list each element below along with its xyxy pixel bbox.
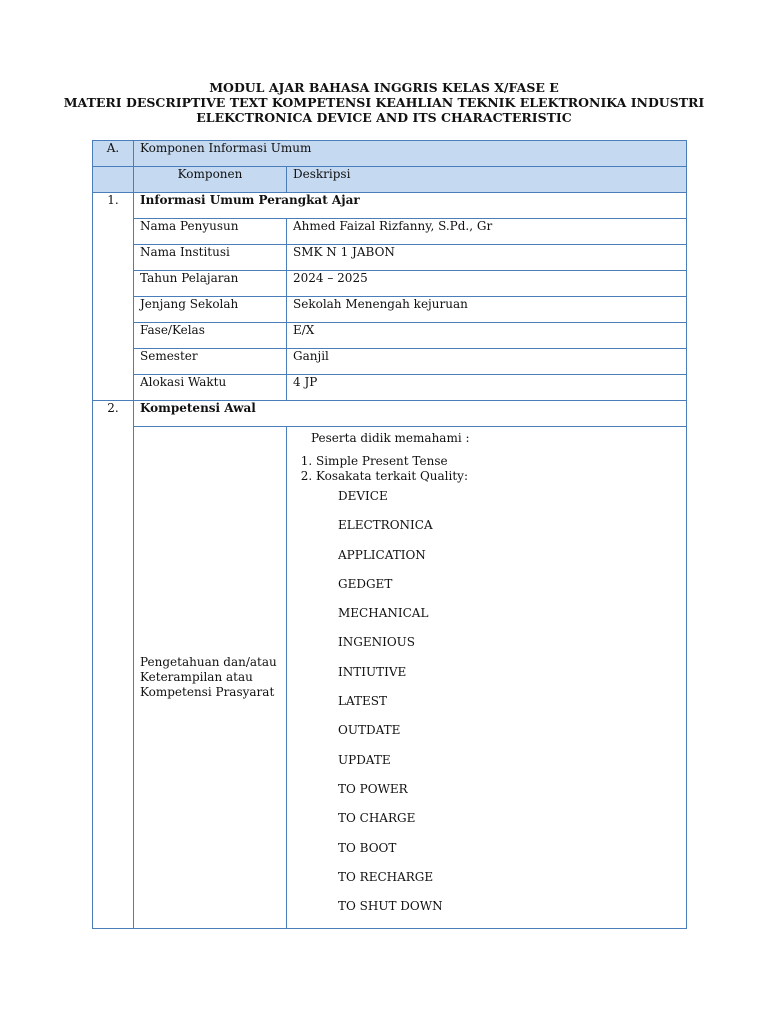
bullet-icon [321,782,338,783]
row-value: 4 JP [287,375,687,401]
list-item: 1. Simple Present Tense [316,454,680,469]
vocab-word: TO POWER [338,781,408,796]
header-line-3: ELEKCTRONICA DEVICE AND ITS CHARACTERISTIC [196,110,572,125]
numbered-list [293,454,680,484]
header-line-1: MODUL AJAR BAHASA INGGRIS KELAS X/FASE E [209,80,559,95]
row-value: Ahmed Faizal Rizfanny, S.Pd., Gr [287,219,687,245]
bullet-icon [321,577,338,578]
info-table [92,140,687,929]
row-label: Semester [134,349,287,375]
bullet-icon [321,694,338,695]
vocab-word: TO RECHARGE [338,869,434,884]
bullet-icon [321,723,338,724]
table-row [93,271,687,297]
bullet-icon [321,753,338,754]
vocab-word: UPDATE [338,752,391,767]
row-value: Sekolah Menengah kejuruan [287,297,687,323]
list-item: 2. Kosakata terkait Quality: [316,469,680,484]
vocab-item [321,753,680,782]
bullet-icon [321,841,338,842]
row-value: 2024 – 2025 [287,271,687,297]
vocab-item [321,518,680,547]
row-value: E/X [287,323,687,349]
document-header [0,80,768,125]
vocab-word: TO SHUT DOWN [338,899,443,914]
vocab-item [321,665,680,694]
vocab-item [321,489,680,518]
row-label: Tahun Pelajaran [134,271,287,297]
bullet-icon [321,811,338,812]
column-header-row [93,167,687,193]
row-value: Ganjil [287,349,687,375]
table-row [93,297,687,323]
header-line-2: MATERI DESCRIPTIVE TEXT KOMPETENSI KEAHLIAN TEKNIK ELEKTRONIKA INDUSTRI [63,95,705,110]
section-1-title: Informasi Umum Perangkat Ajar [134,193,687,219]
bullet-icon [321,518,338,519]
vocab-item [321,782,680,811]
vocab-word: INGENIOUS [338,635,415,650]
section-a-number: A. [93,141,134,167]
bullet-icon [321,489,338,490]
vocab-word: DEVICE [338,489,388,503]
vocab-word: GEDGET [338,576,393,591]
section-2-number: 2. [93,401,134,929]
vocab-item [321,811,680,840]
vocab-item [321,870,680,899]
vocab-item [321,723,680,752]
bullet-icon [321,870,338,871]
row-label: Fase/Kelas [134,323,287,349]
section-2-title: Kompetensi Awal [134,401,687,427]
bullet-icon [321,606,338,607]
column-header-komponen: Komponen [134,167,287,193]
vocab-word: LATEST [338,694,387,709]
section-a-title: Komponen Informasi Umum [134,141,687,167]
bullet-icon [321,635,338,636]
vocab-item [321,548,680,577]
section-1-number: 1. [93,193,134,401]
row-label: Nama Penyusun [134,219,287,245]
vocab-word: TO CHARGE [338,811,416,826]
vocab-item [321,635,680,664]
vocab-item [321,577,680,606]
vocab-item [321,899,680,928]
bullet-icon [321,665,338,666]
prasyarat-intro: Peserta didik memahami : [311,431,470,445]
table-row [93,245,687,271]
vocab-word: APPLICATION [338,547,426,562]
section-1-row [93,193,687,219]
table-row [93,219,687,245]
vocab-word: INTIUTIVE [338,664,407,679]
prasyarat-description [287,427,687,929]
table-row [93,323,687,349]
section-a-row [93,141,687,167]
table-row [93,349,687,375]
empty-cell [93,167,134,193]
bullet-icon [321,899,338,900]
vocab-list [293,489,680,928]
bullet-icon [321,548,338,549]
vocab-word: TO BOOT [338,840,397,855]
prasyarat-row [93,427,687,929]
row-label: Nama Institusi [134,245,287,271]
row-value: SMK N 1 JABON [287,245,687,271]
section-2-row [93,401,687,427]
vocab-item [321,841,680,870]
vocab-item [321,694,680,723]
vocab-item [321,606,680,635]
row-label: Jenjang Sekolah [134,297,287,323]
table-row [93,375,687,401]
vocab-word: MECHANICAL [338,606,429,621]
column-header-deskripsi: Deskripsi [287,167,687,193]
vocab-word: OUTDATE [338,723,401,738]
row-label: Alokasi Waktu [134,375,287,401]
prasyarat-label: Pengetahuan dan/atau Keterampilan atau Kompetensi Prasyarat [134,427,287,929]
vocab-word: ELECTRONICA [338,518,433,533]
